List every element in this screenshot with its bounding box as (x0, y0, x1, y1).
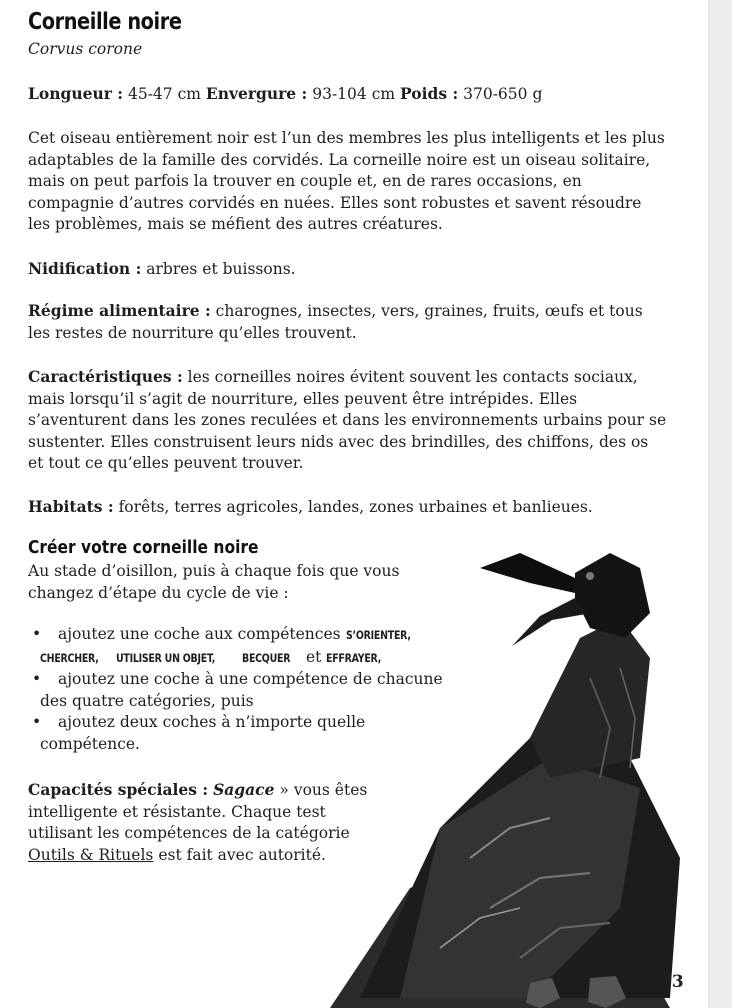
special-ability-name: Sagace (213, 780, 275, 799)
special-text-2: est fait avec autorité. (158, 845, 326, 864)
nidification-label: Nidification : (28, 259, 142, 278)
caracteristiques-text: les corneilles noires évitent souvent les contacts sociaux, mais lorsqu’il s’agit de nourriture, elles peuvent être intrépides. Elles s’aventurent dans les zones reculées et dans les environnements urbains pour se sustenter. Elles construisent leurs nids avec des brindilles, des chiffons, des os et tout ce qu’elles peuvent trouver. (28, 368, 667, 473)
list-item (28, 712, 468, 755)
page-number: 13 (660, 972, 684, 992)
wingspan-value: 93-104 cm (312, 85, 396, 103)
list-item (28, 669, 468, 712)
bullet-mark: • (32, 670, 42, 689)
habitats-text: forêts, terres agricoles, landes, zones urbaines et banlieues. (118, 498, 593, 516)
wingspan-label: Envergure : (205, 84, 308, 103)
bullet-mark: • (32, 713, 42, 732)
special-abilities-paragraph (28, 779, 388, 866)
skill-orienter: S’ORIENTER, (345, 628, 411, 642)
page-edge-strip (708, 0, 732, 1008)
regime-paragraph (28, 300, 668, 344)
length-value: 45-47 cm (127, 85, 201, 103)
creer-heading: Créer votre corneille noire (28, 537, 259, 558)
nidification-paragraph (28, 258, 668, 281)
skill-utiliser-objet: UTILISER UN OBJET, (116, 650, 216, 665)
weight-label: Poids : (400, 84, 459, 103)
nidification-text: arbres et buissons. (146, 260, 296, 278)
regime-label: Régime alimentaire : (28, 301, 211, 320)
and-word: et (305, 647, 322, 666)
skill-chercher: CHERCHER, (40, 650, 99, 665)
special-arrow: » (279, 781, 289, 799)
creer-intro: Au stade d’oisillon, puis à chaque fois que vous changez d’étape du cycle de vie : (28, 562, 400, 602)
creer-bullet-list (28, 624, 468, 756)
stats-line (28, 84, 542, 103)
intro-paragraph: Cet oiseau entièrement noir est l’un des membres les plus intelligents et les plus adaptables de la famille des corvidés. La corneille noire est un oiseau solitaire, mais on peut parfois la trouver en couple et, en de rares occasions, en compagnie d’autres corvidés en nuées. Elles sont robustes et savent résoudre les problèmes, mais se méfient des autres créatures. (28, 129, 665, 234)
outils-rituels-link[interactable]: Outils & Rituels (28, 845, 154, 864)
bullet-3-text: ajoutez deux coches à n’importe quelle compétence. (40, 713, 366, 753)
bullet-1-text (40, 625, 424, 666)
page-title: Corneille noire (28, 9, 182, 35)
list-item (28, 624, 468, 669)
weight-value: 370-650 g (463, 85, 543, 103)
habitats-paragraph (28, 496, 668, 519)
bullet-2-text: ajoutez une coche à une compétence de chacune des quatre catégories, puis (40, 670, 443, 710)
regime-text: charognes, insectes, vers, graines, fruits, œufs et tous les restes de nourriture qu’elles trouvent. (28, 302, 643, 342)
latin-name: Corvus corone (28, 40, 143, 58)
length-label: Longueur : (28, 84, 124, 103)
bullet-1-prefix: ajoutez une coche aux compétences (58, 625, 341, 643)
skill-effrayer: EFFRAYER, (326, 650, 382, 665)
caracteristiques-paragraph (28, 366, 668, 475)
bullet-mark: • (32, 625, 42, 643)
caracteristiques-label: Caractéristiques : (28, 367, 183, 386)
special-label: Capacités spéciales : (28, 780, 209, 799)
skill-becquer: BECQUER (242, 650, 291, 665)
special-text-1: vous êtes intelligente et résistante. Chaque test utilisant les compétences de la catégorie (28, 781, 368, 843)
habitats-label: Habitats : (28, 497, 114, 516)
